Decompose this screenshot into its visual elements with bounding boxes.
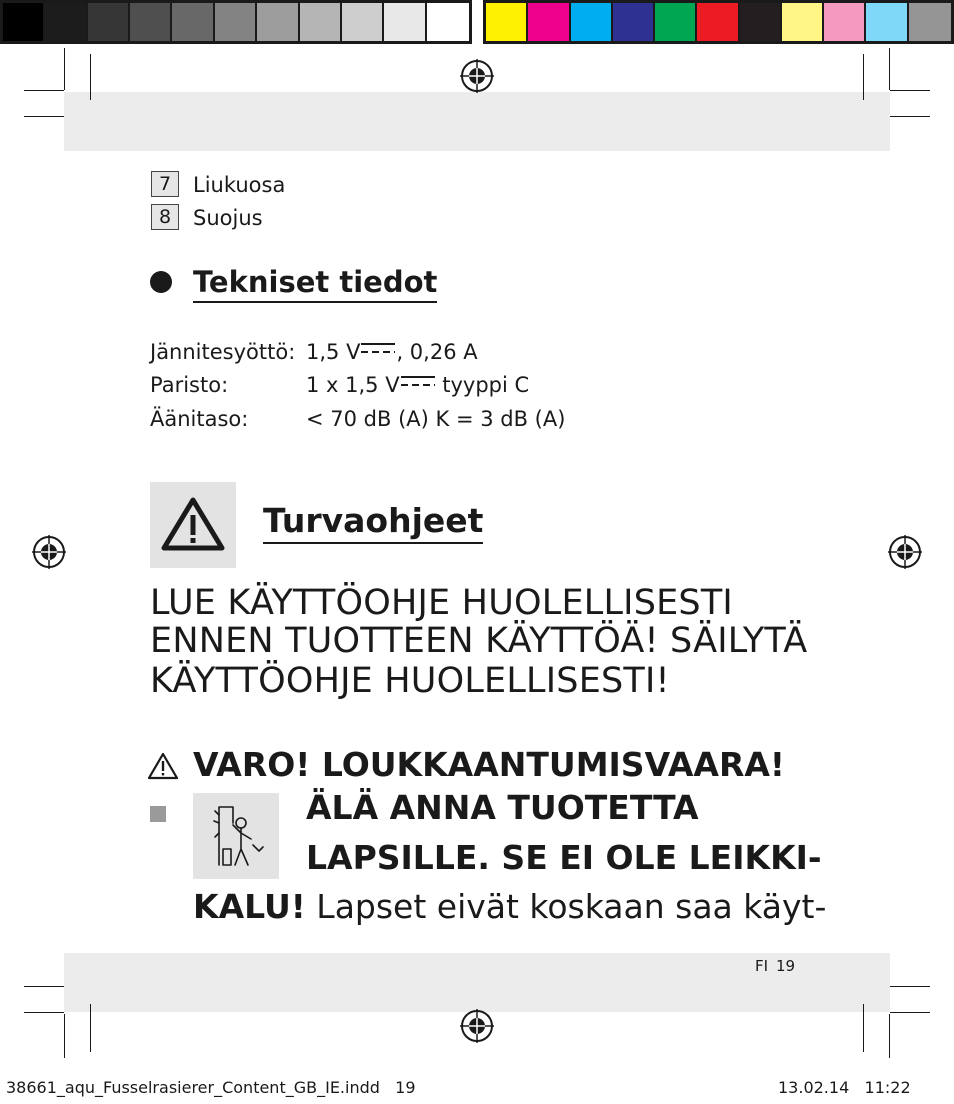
crop-mark <box>890 116 930 117</box>
gray-swatch <box>342 3 384 41</box>
gray-swatch <box>45 3 87 41</box>
page-language: FI <box>755 957 769 975</box>
bullet-icon <box>150 271 172 293</box>
tech-heading: Tekniset tiedot <box>193 265 437 303</box>
item-text-line: LAPSILLE. SE EI OLE LEIKKI- <box>306 838 822 877</box>
crop-mark <box>24 1012 64 1013</box>
part-label: Liukuosa <box>193 173 286 197</box>
color-swatch <box>613 3 655 41</box>
gray-swatch <box>257 3 299 41</box>
spec-value-suffix: , 0,26 A <box>396 340 478 364</box>
registration-mark-icon <box>460 59 494 93</box>
color-swatch <box>571 3 613 41</box>
spec-value-text: 1,5 V <box>306 340 361 364</box>
crop-mark <box>24 90 64 91</box>
spec-value-text: 1 x 1,5 V <box>306 373 400 397</box>
warning-triangle-icon <box>150 482 236 568</box>
dc-symbol-icon <box>361 343 395 355</box>
spec-label: Paristo: <box>150 373 229 397</box>
item-text-regular: Lapset eivät koskaan saa käyt- <box>305 887 827 926</box>
gray-swatch <box>384 3 426 41</box>
color-swatch <box>655 3 697 41</box>
safety-heading: Turvaohjeet <box>263 502 483 544</box>
registration-mark-icon <box>888 535 922 569</box>
slug-filename: 38661_aqu_Fusselrasierer_Content_GB_IE.indd 19 <box>6 1078 416 1097</box>
crop-mark <box>889 48 890 90</box>
crop-mark <box>863 54 864 100</box>
crop-mark <box>90 1004 91 1052</box>
item-text-line <box>193 887 826 927</box>
warning-icon-box <box>150 482 236 568</box>
gray-swatch <box>427 3 469 41</box>
gray-swatch <box>3 3 45 41</box>
spec-value <box>306 371 529 399</box>
spec-value <box>306 338 478 366</box>
notice-line: ENNEN TUOTTEEN KÄYTTÖÄ! SÄILYTÄ <box>150 621 808 661</box>
dc-symbol-icon <box>401 376 435 388</box>
part-label: Suojus <box>193 206 263 230</box>
notice-line: KÄYTTÖOHJE HUOLELLISESTI! <box>150 661 670 701</box>
crop-mark <box>64 1014 65 1058</box>
gray-swatch <box>88 3 130 41</box>
crop-mark <box>64 48 65 90</box>
crop-mark <box>24 116 64 117</box>
crop-mark <box>90 54 91 100</box>
gray-swatch <box>172 3 214 41</box>
color-swatch <box>528 3 570 41</box>
header-band <box>64 92 890 151</box>
color-swatch <box>697 3 739 41</box>
color-swatch <box>866 3 908 41</box>
item-text-line: ÄLÄ ANNA TUOTETTA <box>306 788 699 827</box>
item-text-bold: KALU! <box>193 887 306 926</box>
child-hazard-icon <box>193 793 279 879</box>
registration-mark-icon <box>32 535 66 569</box>
notice-line: LUE KÄYTTÖOHJE HUOLELLISESTI <box>150 583 733 623</box>
spec-value-suffix: tyyppi C <box>435 373 530 397</box>
gray-swatch <box>215 3 257 41</box>
slug-date: 13.02.14 11:22 <box>778 1078 911 1097</box>
color-swatch <box>824 3 866 41</box>
crop-mark <box>890 90 930 91</box>
color-swatch <box>740 3 782 41</box>
process-colorbar <box>483 0 954 44</box>
child-warning-box <box>193 793 279 879</box>
crop-mark <box>24 986 64 987</box>
crop-mark <box>890 1012 930 1013</box>
color-swatch <box>486 3 528 41</box>
spec-label: Äänitaso: <box>150 407 249 431</box>
color-swatch <box>909 3 951 41</box>
part-number: 7 <box>151 171 179 197</box>
crop-mark <box>889 1014 890 1058</box>
crop-mark <box>863 1004 864 1052</box>
list-bullet-icon <box>150 806 166 822</box>
crop-mark <box>890 986 930 987</box>
spec-label: Jännitesyöttö: <box>150 340 296 364</box>
grayscale-colorbar <box>0 0 472 44</box>
registration-mark-icon <box>460 1009 494 1043</box>
color-swatch <box>782 3 824 41</box>
page-number: 19 <box>776 957 796 975</box>
spec-value: < 70 dB (A) K = 3 dB (A) <box>306 407 566 431</box>
part-number: 8 <box>151 204 179 230</box>
gray-swatch <box>300 3 342 41</box>
warning-heading: VARO! LOUKKAANTUMISVAARA! <box>193 745 785 784</box>
gray-swatch <box>130 3 172 41</box>
warning-small-icon <box>146 751 180 781</box>
